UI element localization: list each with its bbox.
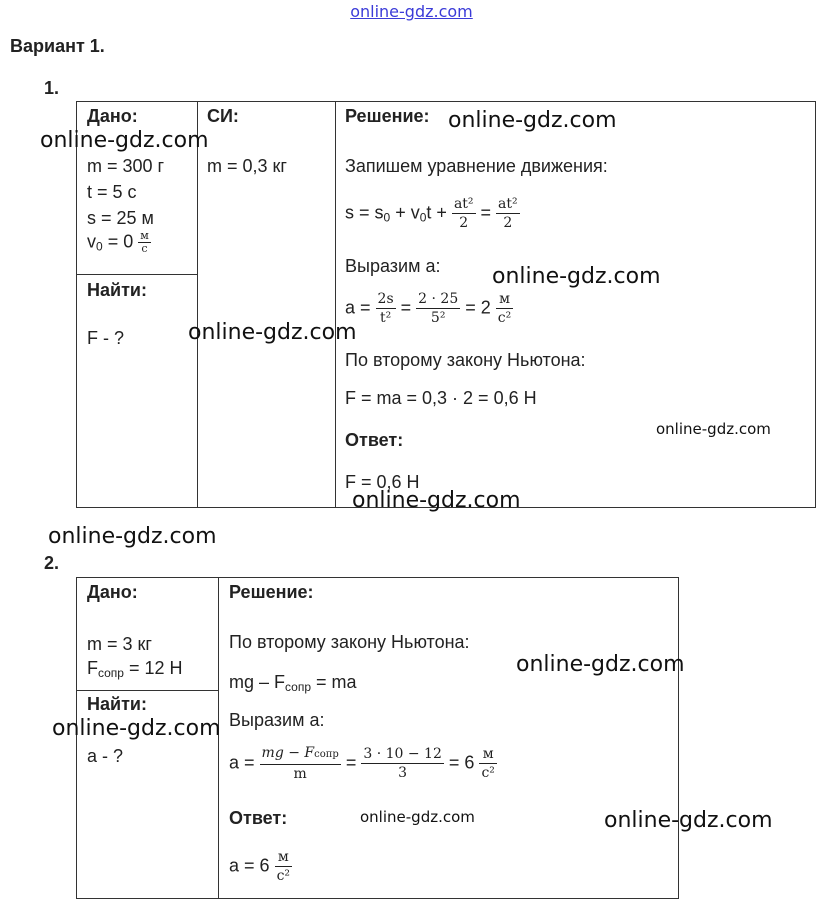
- watermark: online-gdz.com: [360, 808, 475, 826]
- given-distance: s = 25 м: [87, 208, 154, 228]
- find-value: a - ?: [87, 746, 124, 766]
- divider: [77, 690, 218, 691]
- watermark: online-gdz.com: [188, 320, 357, 345]
- answer-value: a = 6 $\frac{м}{\text{с²}}$: [229, 849, 291, 884]
- watermark: online-gdz.com: [52, 716, 221, 741]
- si-heading: СИ:: [207, 106, 239, 126]
- task1-table: [76, 101, 816, 508]
- solution-heading: Решение:: [229, 582, 314, 602]
- task1-number: 1.: [44, 78, 60, 98]
- divider: [335, 102, 336, 507]
- given-v0: $v_0 = 0$ $\frac{м}{с}$: [87, 229, 149, 255]
- watermark: online-gdz.com: [40, 128, 209, 153]
- find-value: F - ?: [87, 328, 125, 348]
- page-title: Вариант 1.: [10, 36, 105, 56]
- watermark: online-gdz.com: [492, 264, 661, 289]
- answer-heading: Ответ:: [345, 430, 404, 450]
- equation-acceleration: a = $\frac{2s}{\text{t²}}$ = $\frac{2 \cdot 25}{\text{5²}}$ = 2 $\frac{м}{\text{с²}}$: [345, 291, 512, 326]
- watermark: online-gdz.com: [352, 488, 521, 513]
- find-heading: Найти:: [87, 694, 147, 714]
- answer-heading: Ответ:: [229, 808, 288, 828]
- watermark: online-gdz.com: [656, 420, 771, 438]
- answer-value: F = 0,6 Н: [345, 472, 420, 492]
- task2-number: 2.: [44, 553, 60, 573]
- given-time: t = 5 с: [87, 182, 137, 202]
- given-resistance-force: $F_{сопр} = 12$ Н: [87, 658, 183, 680]
- site-link[interactable]: online-gdz.com: [350, 2, 473, 21]
- equation-force: F = ma = 0,3 · 2 = 0,6 Н: [345, 388, 537, 408]
- divider: [197, 102, 198, 507]
- solution-line: Выразим а:: [229, 710, 325, 730]
- dano-heading: Дано:: [87, 106, 138, 126]
- solution-line: По второму закону Ньютона:: [229, 632, 470, 652]
- watermark: online-gdz.com: [48, 524, 217, 549]
- solution-line: Выразим а:: [345, 256, 441, 276]
- watermark: online-gdz.com: [604, 808, 773, 833]
- divider: [77, 274, 197, 275]
- solution-line: Запишем уравнение движения:: [345, 156, 608, 176]
- si-mass: m = 0,3 кг: [207, 156, 287, 176]
- equation-newton: mg – $F_{сопр}$ = ma: [229, 672, 357, 694]
- solution-heading: Решение:: [345, 106, 430, 126]
- equation-motion: $s = s_0 + v_0t$ + $\frac{\text{at²}}{2}$ = $\frac{\text{at²}}{2}$: [345, 196, 518, 231]
- equation-acceleration: a = $\frac{\text{mg − Fсопр}}{m}$ = $\frac{3 \cdot 10 - 12}{3}$ = 6 $\frac{м}{\text{с²}}$: [229, 745, 495, 782]
- watermark: online-gdz.com: [448, 108, 617, 133]
- solution-line: По второму закону Ньютона:: [345, 350, 586, 370]
- given-mass: m = 3 кг: [87, 634, 152, 654]
- find-heading: Найти:: [87, 280, 147, 300]
- given-mass: m = 300 г: [87, 156, 165, 176]
- dano-heading: Дано:: [87, 582, 138, 602]
- watermark: online-gdz.com: [516, 652, 685, 677]
